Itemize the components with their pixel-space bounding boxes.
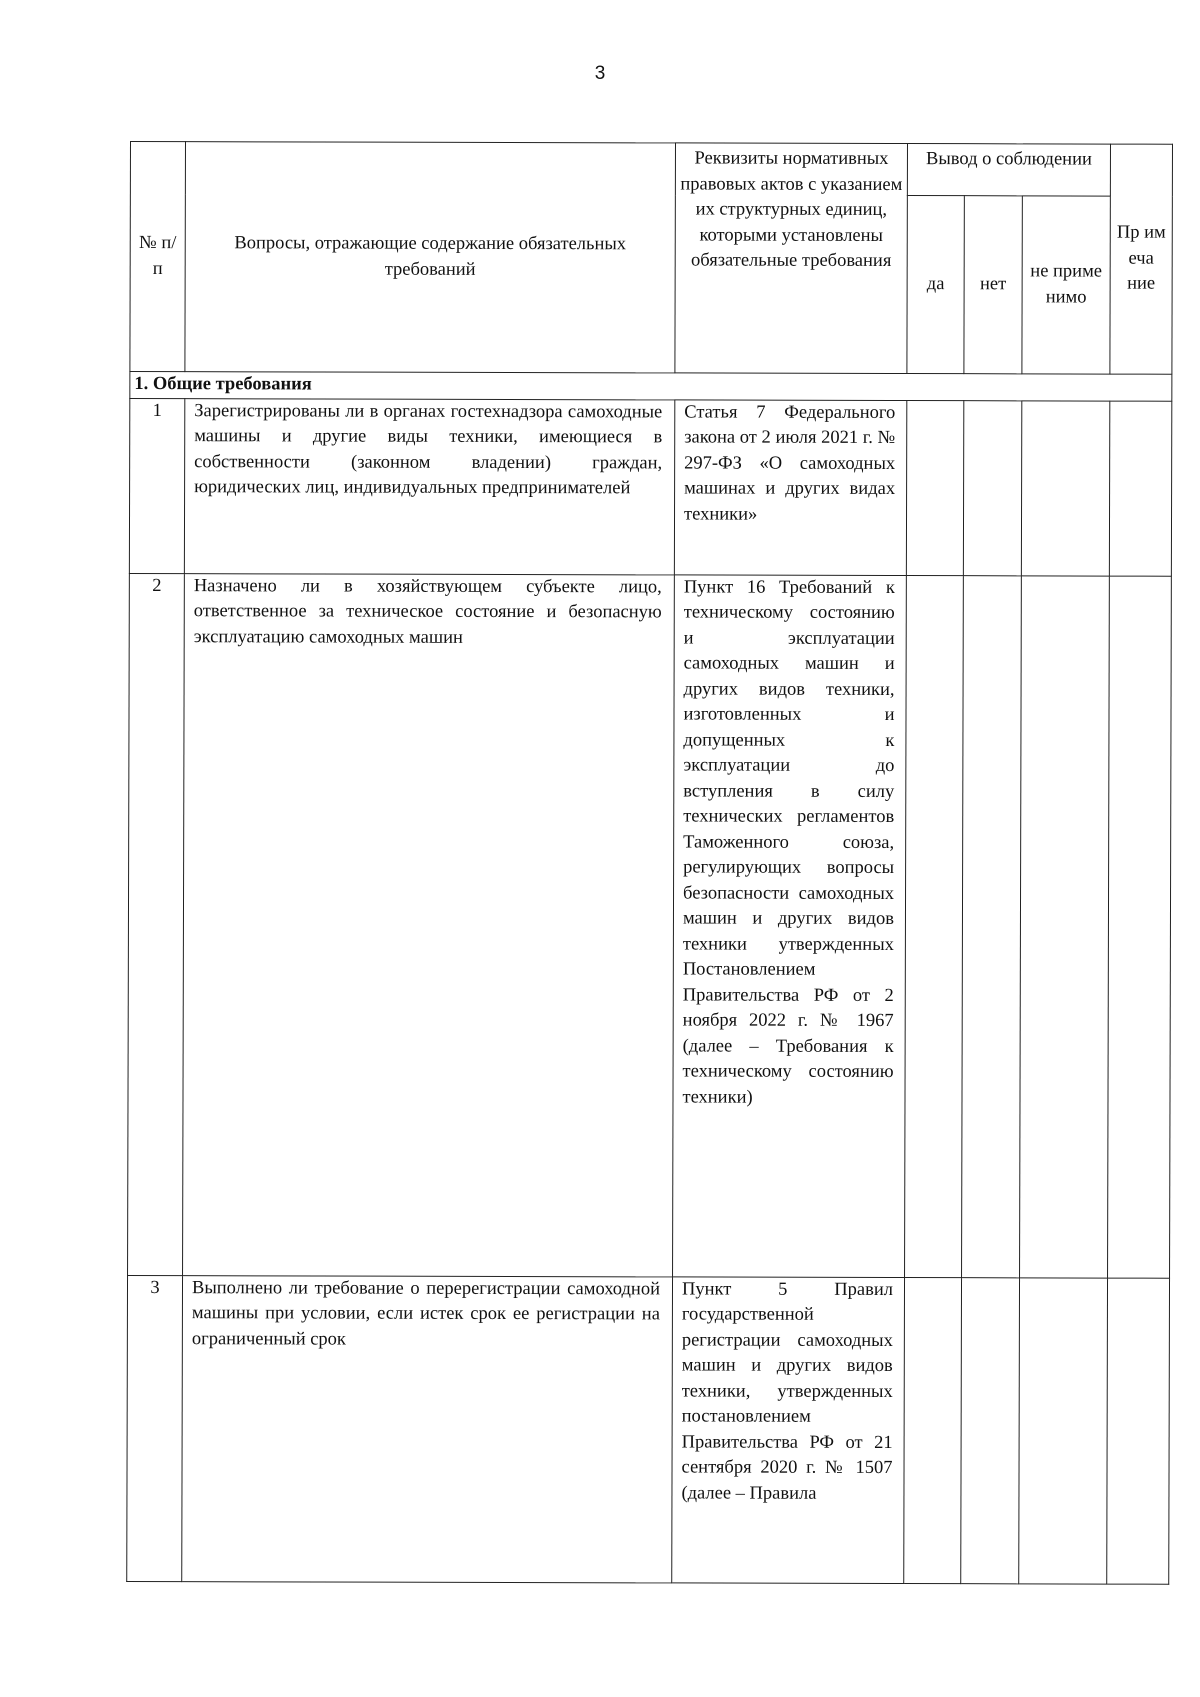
header-compliance: Вывод о соблюдении xyxy=(907,144,1110,197)
row-num: 1 xyxy=(129,398,184,573)
header-row xyxy=(130,142,1172,197)
row-reference: Пункт 16 Требований к техническому состоянию и эксплуатации самоходных машин и других видов техники, изготовленных и допущенных к эксплуатации до вступления в силу технических регламентов Таможенного союза, регулирующих вопросы безопасности самоходных машин и других видов техники утвержденных Постановлением Правительства РФ от 2 ноября 2022 г. № 1967 (далее – Требования к техническому состоянию техники) xyxy=(673,574,907,1277)
yes-cell xyxy=(906,400,963,575)
yes-cell xyxy=(904,1277,962,1583)
yes-cell xyxy=(905,575,964,1277)
row-question: Назначено ли в хозяйствующем субъекте лицо, ответственное за техническое состояние и безопасную эксплуатацию самоходных машин xyxy=(183,573,675,1276)
row-reference: Пункт 5 Правил государственной регистрации самоходных машин и других видов техники, утвержденных постановлением Правительства РФ от 21 сентября 2020 г. № 1507 (далее – Правила xyxy=(672,1276,905,1583)
header-yes: да xyxy=(907,196,964,374)
row-reference: Статья 7 Федерального закона от 2 июля 2021 г. № 297-ФЗ «О самоходных машинах и других видах техники» xyxy=(674,399,906,575)
note-cell xyxy=(1109,401,1171,576)
na-cell xyxy=(1019,1277,1108,1583)
row-question: Зарегистрированы ли в органах гостехнадзора самоходные машины и другие виды техники, имеющиеся в собственности (законном владении) граждан, юридических лиц, индивидуальных предпринимателей xyxy=(184,398,674,574)
table-row xyxy=(127,1275,1170,1584)
na-cell xyxy=(1021,400,1109,575)
header-question: Вопросы, отражающие содержание обязательных требований xyxy=(185,142,676,373)
no-cell xyxy=(963,400,1021,575)
header-no: нет xyxy=(964,196,1022,374)
checklist-table xyxy=(126,141,1173,1584)
checklist-table-wrapper xyxy=(126,141,1172,1584)
header-na: не приме нимо xyxy=(1022,196,1110,374)
header-requisites: Реквизиты нормативных правовых актов с указанием их структурных единиц, которыми установлены обязательные требования xyxy=(675,143,908,374)
row-question: Выполнено ли требование о перерегистрации самоходной машины при условии, если истек срок ее регистрации на ограниченный срок xyxy=(182,1275,673,1582)
page-number: 3 xyxy=(594,63,606,84)
no-cell xyxy=(961,1277,1020,1583)
section-row xyxy=(130,372,1172,401)
header-num: № п/п xyxy=(130,142,186,372)
header-note: Пр им еча ние xyxy=(1110,144,1173,374)
note-cell xyxy=(1108,576,1172,1278)
no-cell xyxy=(962,575,1022,1277)
section-title: 1. Общие требования xyxy=(130,372,1172,401)
row-num: 3 xyxy=(127,1275,183,1581)
table-row xyxy=(128,573,1172,1278)
row-num: 2 xyxy=(128,573,185,1275)
na-cell xyxy=(1020,575,1110,1277)
table-row xyxy=(129,398,1171,576)
note-cell xyxy=(1107,1278,1170,1584)
